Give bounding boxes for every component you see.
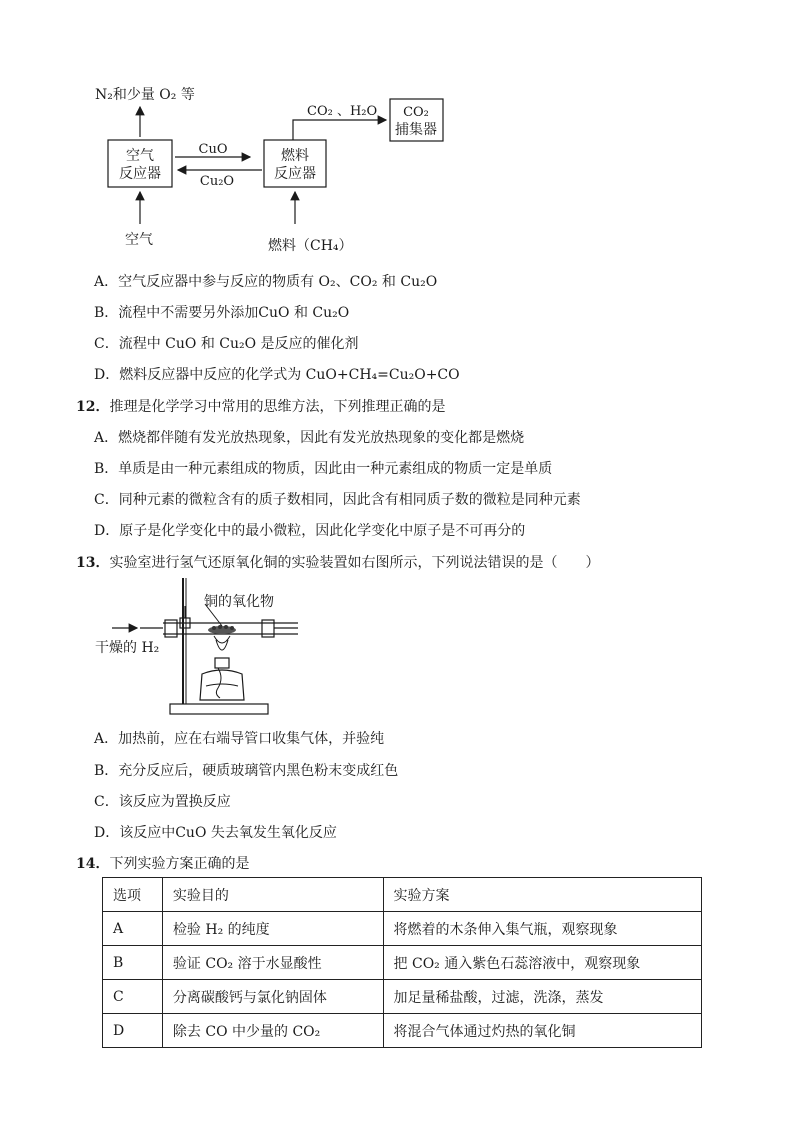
air-reactor-line1: 空气 — [126, 148, 154, 164]
collector-line1: CO₂ — [403, 105, 429, 120]
hydrogen-reduction-apparatus — [0, 570, 794, 720]
q12-option-c: C．同种元素的微粒含有的质子数相同，因此含有相同质子数的微粒是同种元素 — [94, 492, 581, 508]
row-c-plan: 加足量稀盐酸，过滤，洗涤，蒸发 — [383, 980, 701, 1014]
fuel-reactor-line2: 反应器 — [274, 166, 316, 182]
q12-number: 12． — [76, 399, 110, 415]
q12-stem — [76, 396, 445, 416]
table-row — [103, 946, 702, 980]
air-reactor-line2: 反应器 — [119, 166, 161, 182]
q13-option-c: C．该反应为置换反应 — [94, 794, 231, 810]
q13-option-d: D．该反应中CuO 失去氧发生氧化反应 — [94, 825, 337, 841]
collector-line2: 捕集器 — [395, 122, 437, 138]
q12-stem-text: 推理是化学学习中常用的思维方法，下列推理正确的是 — [109, 399, 446, 415]
copper-oxide-label: 铜的氧化物 — [204, 594, 274, 610]
row-b-option: B — [103, 946, 163, 980]
row-d-option: D — [103, 1014, 163, 1048]
row-a-option: A — [103, 912, 163, 946]
exhaust-label: N₂和少量 O₂ 等 — [95, 87, 195, 103]
q11-option-d: D．燃料反应器中反应的化学式为 CuO+CH₄=Cu₂O+CO — [94, 367, 460, 383]
q11-option-c: C．流程中 CuO 和 Cu₂O 是反应的催化剂 — [94, 336, 359, 352]
table-row — [103, 1014, 702, 1048]
q11-option-b: B．流程中不需要另外添加CuO 和 Cu₂O — [94, 305, 350, 321]
q13-number: 13． — [76, 555, 110, 571]
row-a-plan: 将燃着的木条伸入集气瓶，观察现象 — [383, 912, 701, 946]
q14-stem-text: 下列实验方案正确的是 — [109, 856, 250, 872]
q14-stem — [76, 853, 249, 873]
table-row — [103, 980, 702, 1014]
q12-option-d: D．原子是化学变化中的最小微粒，因此化学变化中原子是不可再分的 — [94, 523, 526, 539]
row-d-purpose: 除去 CO 中少量的 CO₂ — [162, 1014, 383, 1048]
outlet-label: CO₂ 、H₂O — [307, 104, 378, 119]
row-c-option: C — [103, 980, 163, 1014]
table-row — [103, 912, 702, 946]
q13-option-a: A．加热前，应在右端导管口收集气体，并验纯 — [94, 731, 385, 747]
table-header-row — [103, 878, 702, 912]
cu2o-arrow-label: Cu₂O — [199, 174, 235, 189]
q12-option-a: A．燃烧都伴随有发光放热现象，因此有发光放热现象的变化都是燃烧 — [94, 430, 525, 446]
q14-number: 14． — [76, 856, 110, 872]
row-b-purpose: 验证 CO₂ 溶于水显酸性 — [162, 946, 383, 980]
q13-stem — [76, 552, 599, 572]
fuel-reactor-line1: 燃料 — [281, 148, 309, 164]
row-b-plan: 把 CO₂ 通入紫色石蕊溶液中，观察现象 — [383, 946, 701, 980]
header-plan: 实验方案 — [383, 878, 701, 912]
experiment-table — [102, 877, 702, 1048]
air-input-label: 空气 — [125, 232, 153, 248]
row-c-purpose: 分离碳酸钙与氯化钠固体 — [162, 980, 383, 1014]
header-option: 选项 — [103, 878, 163, 912]
fuel-input-label: 燃料（CH₄） — [268, 238, 353, 254]
q13-stem-text: 实验室进行氢气还原氧化铜的实验装置如右图所示，下列说法错误的是（ ） — [109, 555, 600, 571]
header-purpose: 实验目的 — [162, 878, 383, 912]
q12-option-b: B．单质是由一种元素组成的物质，因此由一种元素组成的物质一定是单质 — [94, 461, 553, 477]
chemical-looping-diagram — [0, 0, 794, 270]
q11-option-a: A．空气反应器中参与反应的物质有 O₂、CO₂ 和 Cu₂O — [94, 274, 438, 290]
row-a-purpose: 检验 H₂ 的纯度 — [162, 912, 383, 946]
cuo-arrow-label: CuO — [198, 142, 228, 157]
row-d-plan: 将混合气体通过灼热的氧化铜 — [383, 1014, 701, 1048]
q13-option-b: B．充分反应后，硬质玻璃管内黑色粉末变成红色 — [94, 763, 399, 779]
dry-h2-label: 干燥的 H₂ — [95, 640, 160, 656]
